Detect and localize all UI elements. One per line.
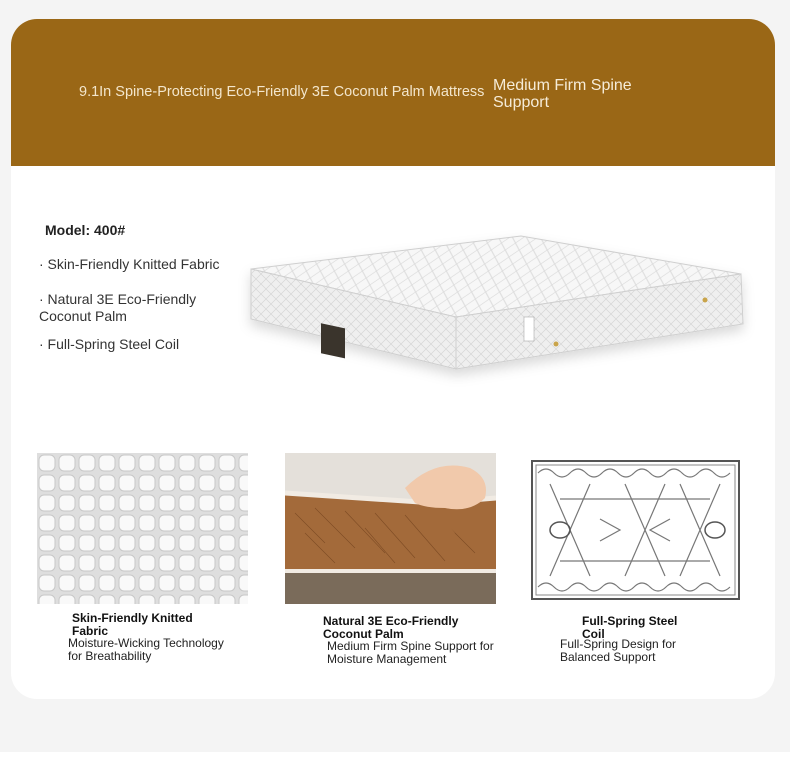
detail-title-steel-coil: Full-Spring Steel Coil — [582, 614, 678, 641]
product-card — [11, 19, 775, 699]
model-number: Model: 400# — [45, 222, 126, 238]
banner-title: 9.1In Spine-Protecting Eco-Friendly 3E Coconut Palm Mattress — [79, 84, 485, 100]
detail-title-fabric: Skin-Friendly Knitted Fabric — [72, 611, 193, 638]
spring-coil-image — [530, 459, 741, 601]
detail-desc-fabric: Moisture-Wicking Technology for Breathability — [68, 636, 224, 663]
feature-coconut-palm: · Natural 3E Eco-Friendly Coconut Palm — [39, 291, 197, 324]
detail-desc-coconut-palm: Medium Firm Spine Support for Moisture Management — [327, 639, 494, 666]
feature-steel-coil: · Full-Spring Steel Coil — [39, 336, 180, 352]
header-banner — [11, 19, 775, 166]
coconut-palm-image — [285, 453, 496, 604]
detail-title-coconut-palm: Natural 3E Eco-Friendly Coconut Palm — [323, 614, 459, 641]
feature-fabric: · Skin-Friendly Knitted Fabric — [39, 256, 220, 272]
fabric-image — [37, 453, 248, 604]
banner-subtitle: Medium Firm Spine Support — [493, 77, 632, 111]
mattress-image — [221, 229, 766, 404]
detail-desc-steel-coil: Full-Spring Design for Balanced Support — [560, 637, 677, 664]
page-footer — [0, 752, 790, 777]
